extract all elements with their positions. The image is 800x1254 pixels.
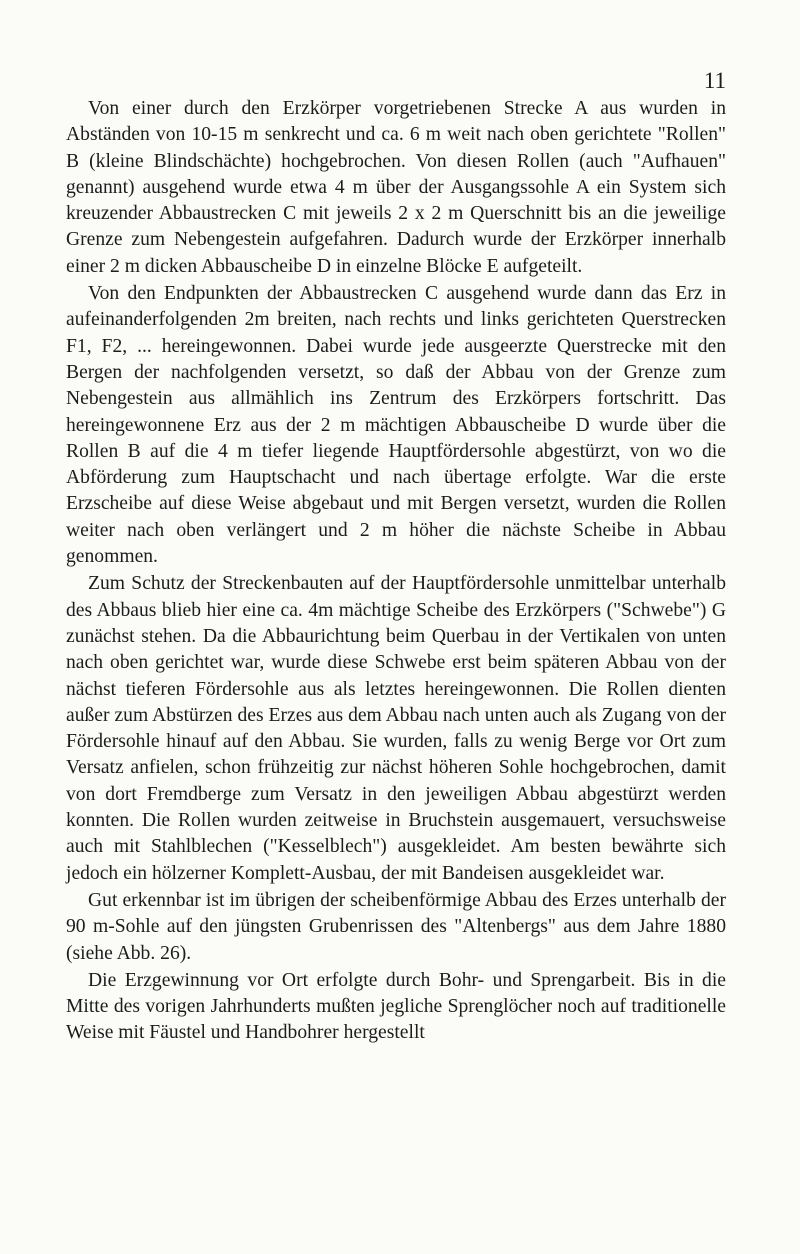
paragraph: Die Erzgewinnung vor Ort erfolgte durch Bohr- und Sprengarbeit. Bis in die Mitte des vorigen Jahrhunderts mußten jegliche Sprenglöcher noch auf traditionelle Weise mit Fäustel und Handbohrer hergestellt bbox=[66, 969, 726, 1044]
paragraph: Gut erkennbar ist im übrigen der scheibenförmige Abbau des Erzes unterhalb der 90 m-Sohle auf den jüngsten Grubenrissen des "Altenbergs" aus dem Jahre 1880 (siehe Abb. 26). bbox=[66, 889, 726, 964]
body-text bbox=[66, 96, 726, 1047]
paragraph: Von den Endpunkten der Abbaustrecken C ausgehend wurde dann das Erz in aufeinanderfolgenden 2m breiten, nach rechts und links gerichteten Querstrecken F1, F2, ... hereingewonnen. Dabei wurde jede ausgeerzte Querstrecke mit den Bergen der nachfolgenden versetzt, so daß der Abbau von der Grenze zum Nebengestein aus allmählich ins Zentrum des Erzkörpers fortschritt. Das hereingewonnene Erz aus der 2 m mächtigen Abbauscheibe D wurde über die Rollen B auf die 4 m tiefer liegende Hauptfördersohle abgestürzt, von wo die Abförderung zum Hauptschacht und nach übertage erfolgte. War die erste Erzscheibe auf diese Weise abgebaut und mit Bergen versetzt, wurden die Rollen weiter nach oben verlängert und 2 m höher die nächste Scheibe in Abbau genommen. bbox=[66, 283, 726, 568]
paragraph: Zum Schutz der Streckenbauten auf der Hauptfördersohle unmittelbar unterhalb des Abbaus blieb hier eine ca. 4m mächtige Scheibe des Erzkörpers ("Schwebe") G zunächst stehen. Da die Abbaurichtung beim Querbau in der Vertikalen von unten nach oben gerichtet war, wurde diese Schwebe erst beim späteren Abbau von der nächst tieferen Fördersohle aus als letztes hereingewonnen. Die Rollen dienten außer zum Abstürzen des Erzes aus dem Abbau nach unten auch als Zugang von der Fördersohle hinauf auf den Abbau. Sie wurden, falls zu wenig Berge vor Ort zum Versatz anfielen, schon frühzeitig zur nächst höheren Sohle hochgebrochen, damit von dort Fremdberge zum Versatz in den jeweiligen Abbau abgestürzt werden konnten. Die Rollen wurden zeitweise in Bruchstein ausgemauert, versuchsweise auch mit Stahlblechen ("Kesselblech") ausgekleidet. Am besten bewährte sich jedoch ein hölzerner Komplett-Ausbau, der mit Bandeisen ausgekleidet war. bbox=[66, 573, 726, 884]
page-number: 11 bbox=[703, 68, 726, 93]
paragraph: Von einer durch den Erzkörper vorgetriebenen Strecke A aus wurden in Abständen von 10-15 m senkrecht und ca. 6 m weit nach oben gerichtete "Rollen" B (kleine Blindschächte) hochgebrochen. Von diesen Rollen (auch "Aufhauen" genannt) ausgehend wurde etwa 4 m über der Ausgangssohle A ein System sich kreuzender Abbaustrecken C mit jeweils 2 x 2 m Querschnitt bis an die jeweilige Grenze zum Nebengestein aufgefahren. Dadurch wurde der Erzkörper innerhalb einer 2 m dicken Abbauscheibe D in einzelne Blöcke E aufgeteilt. bbox=[66, 98, 726, 277]
